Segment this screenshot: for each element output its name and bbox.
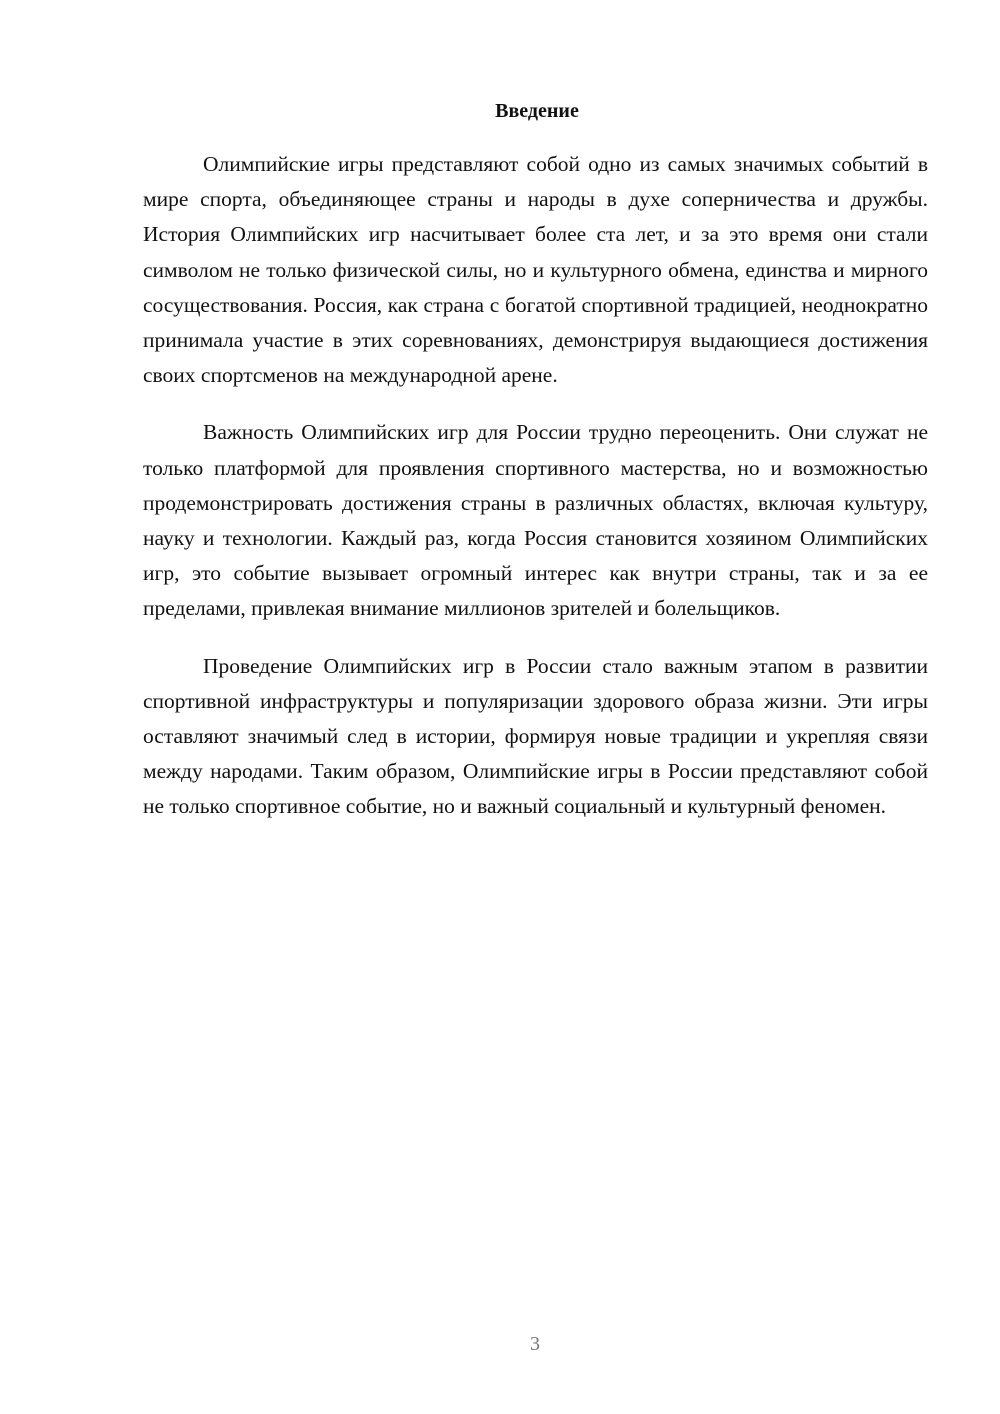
section-heading: Введение [495,100,579,122]
page-number: 3 [530,1333,540,1355]
paragraph-2: Важность Олимпийских игр для России трудно переоценить. Они служат не только платформой для проявления спортивного мастерства, но и возможностью продемонстрировать достижения страны в различных областях, включая культуру, науку и технологии. Каждый раз, когда Россия становится хозяином Олимпийских игр, это событие вызывает огромный интерес как внутри страны, так и за ее пределами, привлекая внимание миллионов зрителей и болельщиков. [143,420,928,621]
paragraph-1: Олимпийские игры представляют собой одно из самых значимых событий в мире спорта, объединяющее страны и народы в духе соперничества и дружбы. История Олимпийских игр насчитывает более ста лет, и за это время они стали символом не только физической силы, но и культурного обмена, единства и мирного сосуществования. Россия, как страна с богатой спортивной традицией, неоднократно принимала участие в этих соревнованиях, демонстрируя выдающиеся достижения своих спортсменов на международной арене. [143,152,928,388]
paragraph-3: Проведение Олимпийских игр в России стало важным этапом в развитии спортивной инфраструктуры и популяризации здорового образа жизни. Эти игры оставляют значимый след в истории, формируя новые традиции и укрепляя связи между народами. Таким образом, Олимпийские игры в России представляют собой не только спортивное событие, но и важный социальный и культурный феномен. [143,653,928,819]
page-content [143,97,928,847]
